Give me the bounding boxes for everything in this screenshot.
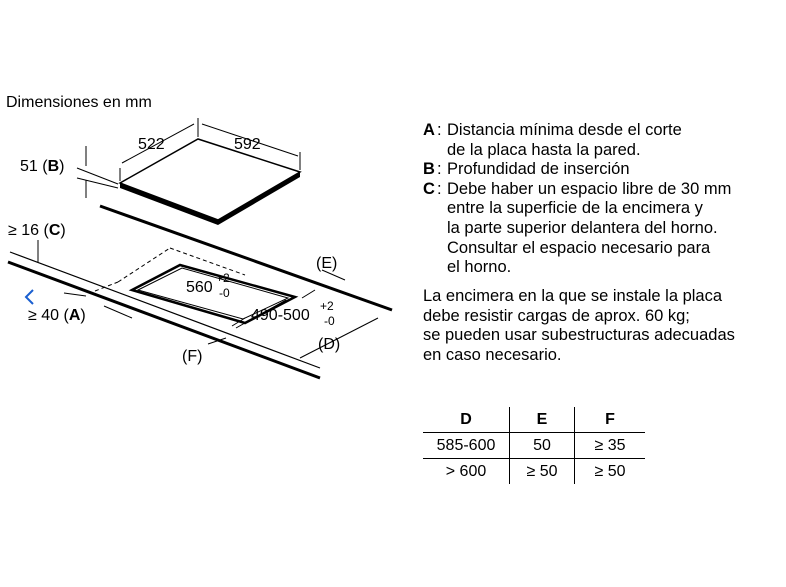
table-cell: > 600 xyxy=(445,462,487,480)
svg-text:≥ 16 (C): ≥ 16 (C) xyxy=(8,222,66,239)
legend-key: A xyxy=(423,121,435,139)
table-cell: 50 xyxy=(510,433,575,459)
table-row xyxy=(423,433,645,459)
svg-text:51 (B): 51 (B) xyxy=(20,158,65,175)
svg-text:490-500: 490-500 xyxy=(251,307,310,324)
min-wall-distance-label xyxy=(28,307,86,324)
legend-item-c: C : Debe haber un espacio libre de 30 mm entre la superficie de la encimera y la parte superior delantera del horno. Consultar el espacio necesario para el horno. xyxy=(423,179,732,277)
label-e: (E) xyxy=(316,255,338,272)
legend-text: Profundidad de inserción xyxy=(447,160,630,179)
label-d: (D) xyxy=(318,336,341,353)
table-cell: ≥ 50 xyxy=(575,459,646,485)
svg-text:≥ 40 (A): ≥ 40 (A) xyxy=(28,307,86,324)
legend-text: Distancia mínima desde el corte de la placa hasta la pared. xyxy=(447,121,682,159)
hob-height-label xyxy=(20,158,64,175)
svg-text:-0: -0 xyxy=(324,314,335,328)
load-note: La encimera en la que se instale la placa debe resistir cargas de aprox. 60 kg; se pueden usar subestructuras adecuadas en caso necesario. xyxy=(423,287,735,364)
hob-depth-label: 522 xyxy=(138,136,165,153)
table-cell: 585-600 xyxy=(423,433,510,459)
legend-text: Debe haber un espacio libre de 30 mm entre la superficie de la encimera y la parte superior delantera del horno. Consultar el espacio necesario para el horno. xyxy=(447,179,732,277)
table-header: E xyxy=(510,407,575,433)
table-row xyxy=(423,459,645,485)
clearance-table xyxy=(423,407,645,484)
legend xyxy=(423,121,731,278)
table-header: F xyxy=(575,407,646,433)
chevron-left-icon[interactable] xyxy=(26,290,33,304)
svg-text:+2: +2 xyxy=(216,271,230,285)
page-title: Dimensiones en mm xyxy=(6,94,152,111)
legend-key: B xyxy=(423,160,435,179)
hob-width-label: 592 xyxy=(234,136,261,153)
svg-text:-0: -0 xyxy=(219,286,230,300)
legend-item-a: A : Distancia mínima desde el corte de la placa hasta la pared. xyxy=(423,121,682,159)
label-f: (F) xyxy=(182,348,203,365)
table-header: D xyxy=(423,407,510,433)
min-top-gap-label xyxy=(8,222,66,239)
table-cell: ≥ 35 xyxy=(575,433,646,459)
table-header-row xyxy=(423,407,645,433)
svg-text:560: 560 xyxy=(186,279,213,296)
legend-key: C xyxy=(423,179,435,198)
table-cell: ≥ 50 xyxy=(510,459,575,485)
legend-item-b: B : Profundidad de inserción xyxy=(423,160,630,179)
svg-text:+2: +2 xyxy=(320,299,334,313)
